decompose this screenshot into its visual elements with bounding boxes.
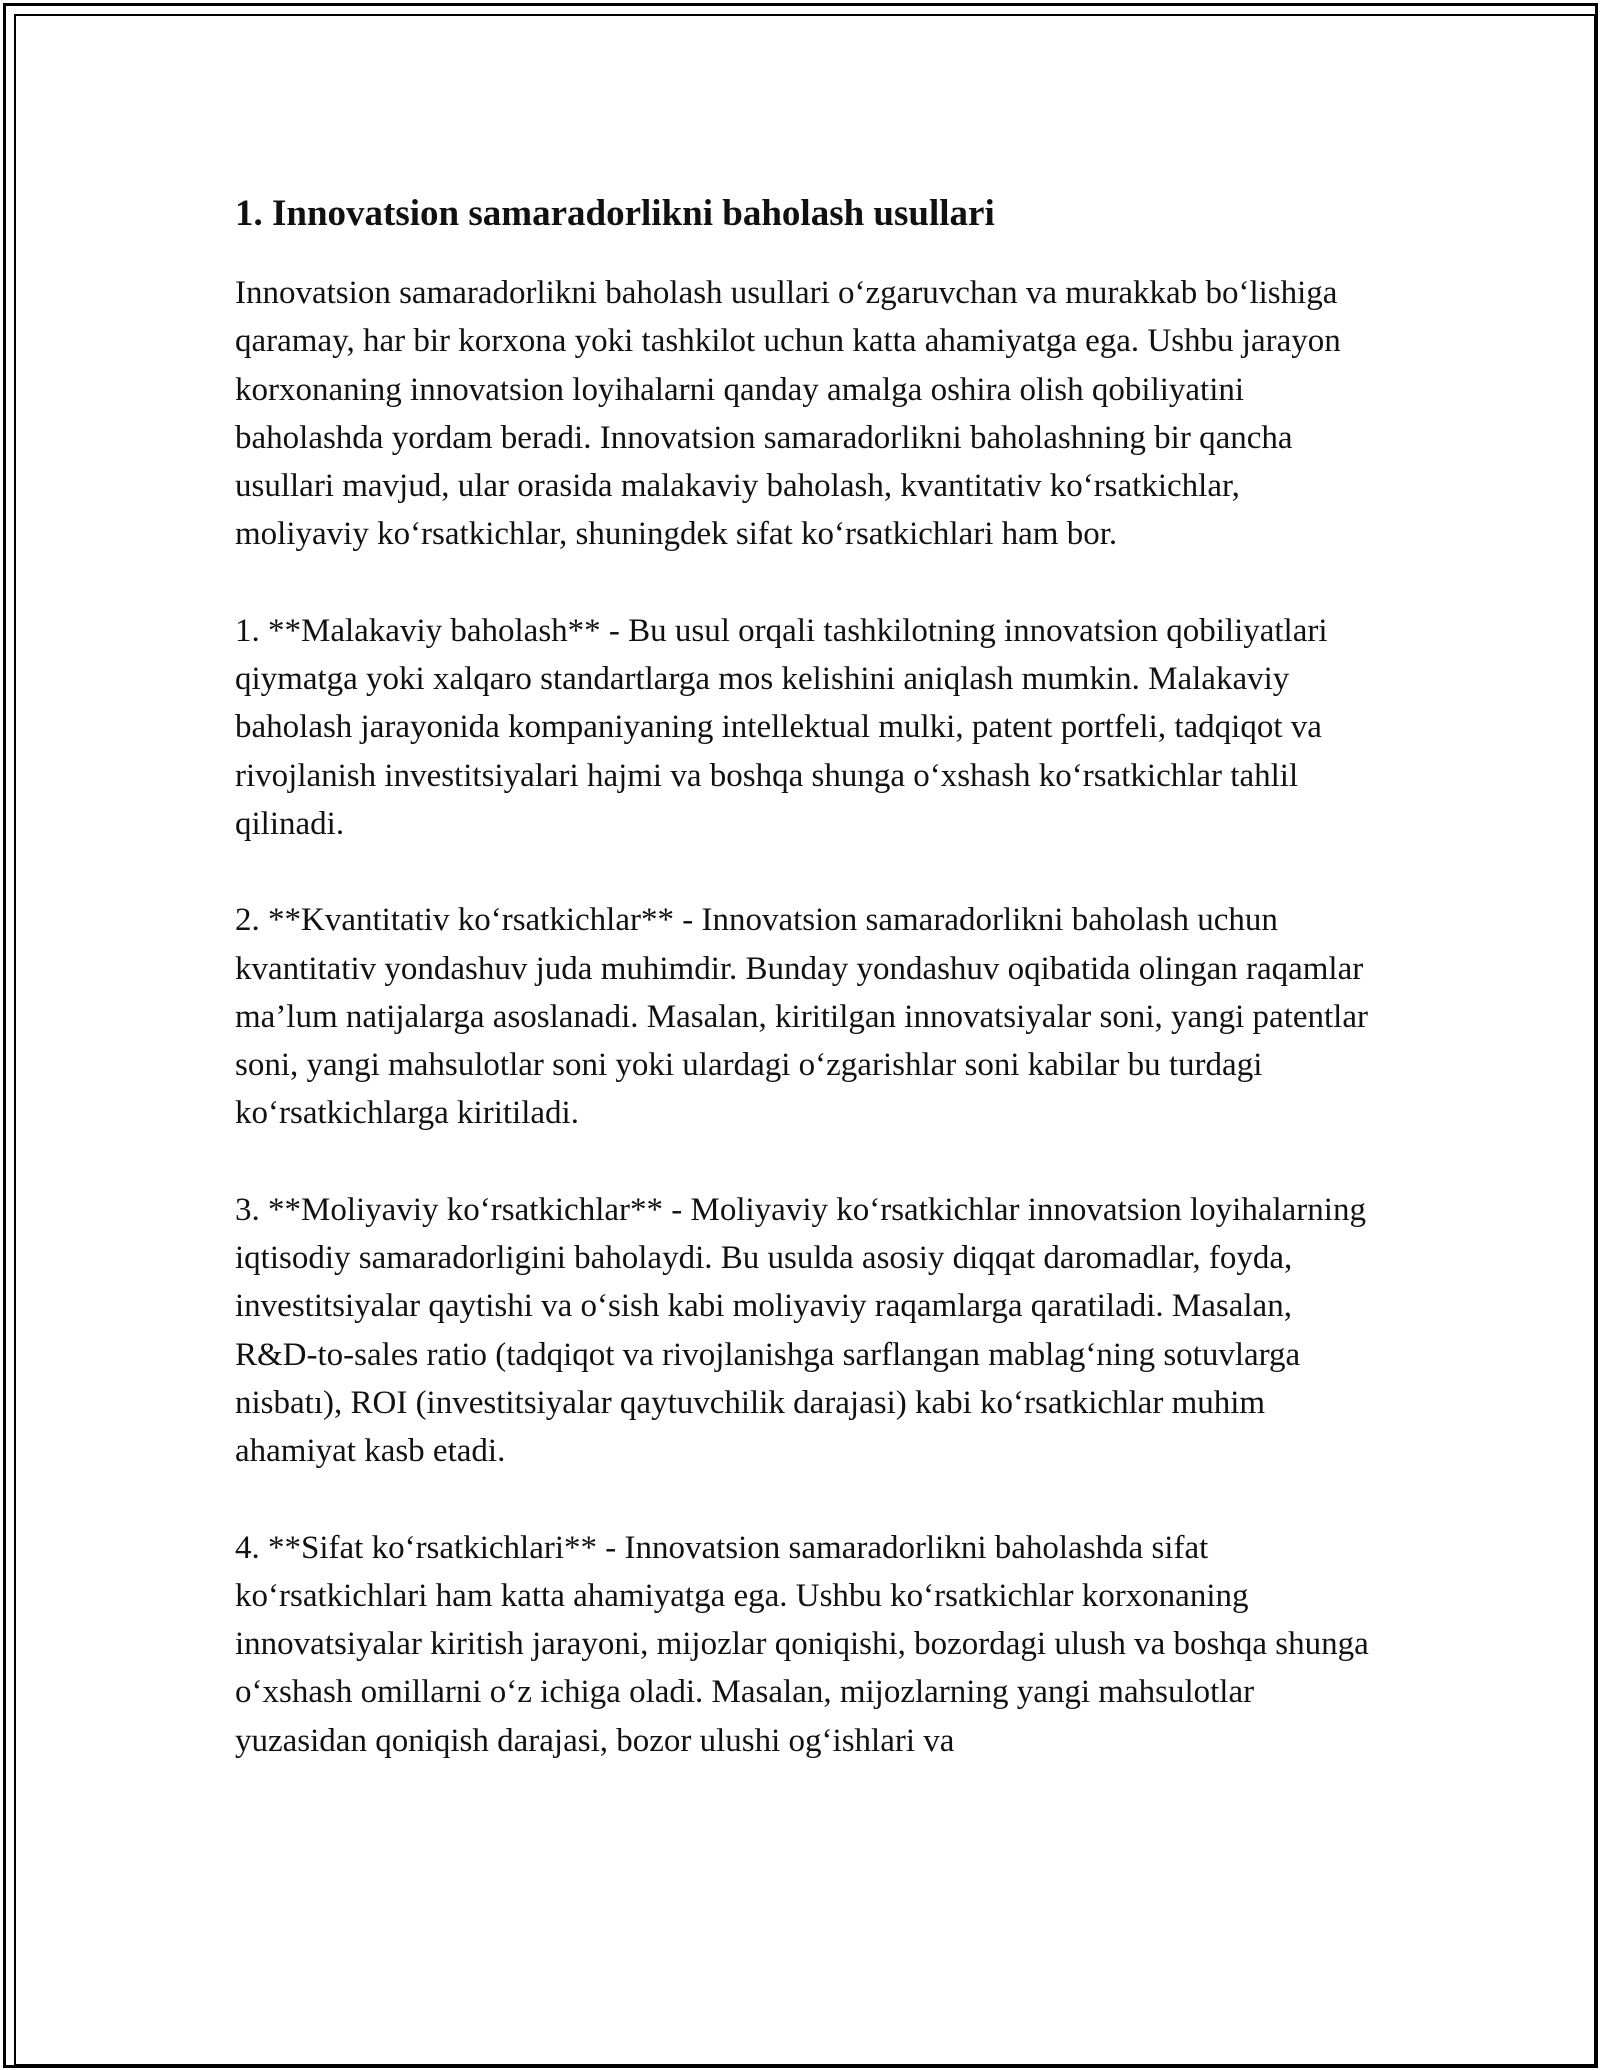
intro-paragraph: Innovatsion samaradorlikni baholash usullari o‘zgaruvchan va murakkab bo‘lishiga qaramay, har bir korxona yoki tashkilot uchun katta ahamiyatga ega. Ushbu jarayon korxonaning innovatsion loyihalarni qanday amalga oshira olish qobiliyatini baholashda yordam beradi. Innovatsion samaradorlikni baholashning bir qancha usullari mavjud, ular orasida malakaviy baholash, kvantitativ ko‘rsatkichlar, moliyaviy ko‘rsatkichlar, shuningdek sifat ko‘rsatkichlari ham bor. xyxy=(235,275,1341,553)
paragraph-sifat-korsatkichlari: 4. **Sifat ko‘rsatkichlari** - Innovatsion samaradorlikni baholashda sifat ko‘rsatkichlari ham katta ahamiyatga ega. Ushbu ko‘rsatkichlar korxonaning innovatsiyalar kiritish jarayoni, mijozlar qoniqishi, bozordagi ulush va boshqa shunga o‘xshash omillarni o‘z ichiga oladi. Masalan, mijozlarning yangi mahsulotlar yuzasidan qoniqish darajasi, bozor ulushi og‘ishlari va xyxy=(235,1529,1369,1759)
paragraph-moliyaviy-korsatkichlar: 3. **Moliyaviy ko‘rsatkichlar** - Moliyaviy ko‘rsatkichlar innovatsion loyihalarning iqtisodiy samaradorligini baholaydi. Bu usulda asosiy diqqat daromadlar, foyda, investitsiyalar qaytishi va o‘sish kabi moliyaviy raqamlarga qaratiladi. Masalan, R&D-to-sales ratio (tadqiqot va rivojlanishga sarflangan mablag‘ning sotuvlarga nisbatı), ROI (investitsiyalar qaytuvchilik darajasi) kabi ko‘rsatkichlar muhim ahamiyat kasb etadi. xyxy=(235,1191,1366,1470)
paragraph-malakaviy-baholash: 1. **Malakaviy baholash** - Bu usul orqali tashkilotning innovatsion qobiliyatlari qiymatga yoki xalqaro standartlarga mos kelishini aniqlash mumkin. Malakaviy baholash jarayonida kompaniyaning intellektual mulki, patent portfeli, tadqiqot va rivojlanish investitsiyalari hajmi va boshqa shunga o‘xshash ko‘rsatkichlar tahlil qilinadi. xyxy=(235,612,1328,842)
paragraph-kvantitativ-korsatkichlar: 2. **Kvantitativ ko‘rsatkichlar** - Innovatsion samaradorlikni baholash uchun kvantitativ yondashuv juda muhimdir. Bunday yondashuv oqibatida olingan raqamlar ma’lum natijalarga asoslanadi. Masalan, kiritilgan innovatsiyalar soni, yangi patentlar soni, yangi mahsulotlar soni yoki ulardagi o‘zgarishlar soni kabilar bu turdagi ko‘rsatkichlarga kiritiladi. xyxy=(235,902,1368,1132)
section-heading: 1. Innovatsion samaradorlikni baholash usullari xyxy=(235,193,995,234)
document-body xyxy=(235,185,1370,1813)
